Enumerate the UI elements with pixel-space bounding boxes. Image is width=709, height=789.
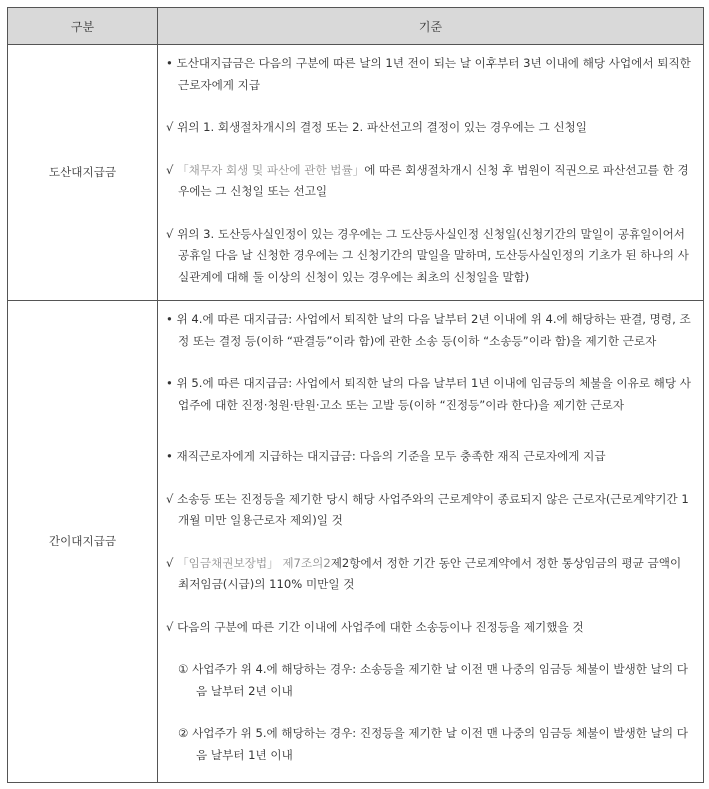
law-reference: 「임금채권보장법」 제7조의2 — [177, 555, 331, 570]
criteria-table — [7, 7, 704, 783]
list-item — [166, 553, 691, 596]
list-item — [166, 160, 691, 203]
list-item: ① 사업주가 위 4.에 해당하는 경우: 소송등을 제기한 날 이전 맨 나중의 임금등 체불이 발생한 날의 다음 날부터 2년 이내 — [178, 662, 688, 698]
header-row — [8, 8, 704, 45]
list-item: • 위 4.에 따른 대지급금: 사업에서 퇴직한 날의 다음 날부터 2년 이내에 위 4.에 해당하는 판결, 명령, 조정 또는 결정 등(이하 “판결등”이라 함)에 관한 소송 등(이하 “소송등”이라 함)을 제기한 근로자 — [166, 312, 691, 348]
list-item: √ 다음의 구분에 따른 기간 이내에 사업주에 대한 소송등이나 진정등을 제기했을 것 — [166, 619, 584, 634]
table-row-insolvency — [8, 45, 704, 301]
category-simple: 간이대지급금 — [8, 301, 158, 783]
law-reference: 「채무자 회생 및 파산에 관한 법률」 — [177, 162, 365, 177]
list-item: • 도산대지급금은 다음의 구분에 따른 날의 1년 전이 되는 날 이후부터 3년 이내에 해당 사업에서 퇴직한 근로자에게 지급 — [166, 56, 691, 92]
criteria-simple — [158, 301, 704, 783]
table-row-simple — [8, 301, 704, 783]
category-insolvency: 도산대지급금 — [8, 45, 158, 301]
list-item: ② 사업주가 위 5.에 해당하는 경우: 진정등을 제기한 날 이전 맨 나중의 임금등 체불이 발생한 날의 다음 날부터 1년 이내 — [178, 726, 688, 762]
list-item: √ 위의 3. 도산등사실인정이 있는 경우에는 그 도산등사실인정 신청일(신청기간의 말일이 공휴일이어서 공휴일 다음 날 신청한 경우에는 그 신청기간의 말일을 말하며, 도산등사실인정의 기초가 된 하나의 사실관계에 대해 둘 이상의 신청이 있는 경우에는 최초의 신청일을 말함) — [166, 226, 689, 284]
header-category: 구분 — [8, 8, 158, 45]
check-mark: √ — [166, 162, 178, 177]
list-item-text: 에 따른 회생절차개시 신청 후 법원이 직권으로 파산선고를 한 경우에는 그 신청일 또는 선고일 — [178, 162, 689, 198]
list-item-text: 제2항에서 정한 기간 동안 근로계약에서 정한 통상임금의 평균 금액이 최저임금(시급)의 110% 미만일 것 — [178, 555, 682, 591]
list-item: • 재직근로자에게 지급하는 대지급금: 다음의 기준을 모두 충족한 재직 근로자에게 지급 — [166, 449, 606, 463]
criteria-insolvency — [158, 45, 704, 301]
header-criteria: 기준 — [158, 8, 704, 45]
list-item: √ 소송등 또는 진정등을 제기한 당시 해당 사업주와의 근로계약이 종료되지 않은 근로자(근로계약기간 1개월 미만 일용근로자 제외)일 것 — [166, 491, 689, 527]
check-mark: √ — [166, 555, 178, 570]
list-item: • 위 5.에 따른 대지급금: 사업에서 퇴직한 날의 다음 날부터 1년 이내에 임금등의 체불을 이유로 해당 사업주에 대한 진정·청원·탄원·고소 또는 고발 등(이하 “진정등”이라 한다)을 제기한 근로자 — [166, 376, 691, 412]
list-item: √ 위의 1. 회생절차개시의 결정 또는 2. 파산선고의 결정이 있는 경우에는 그 신청일 — [166, 120, 587, 134]
